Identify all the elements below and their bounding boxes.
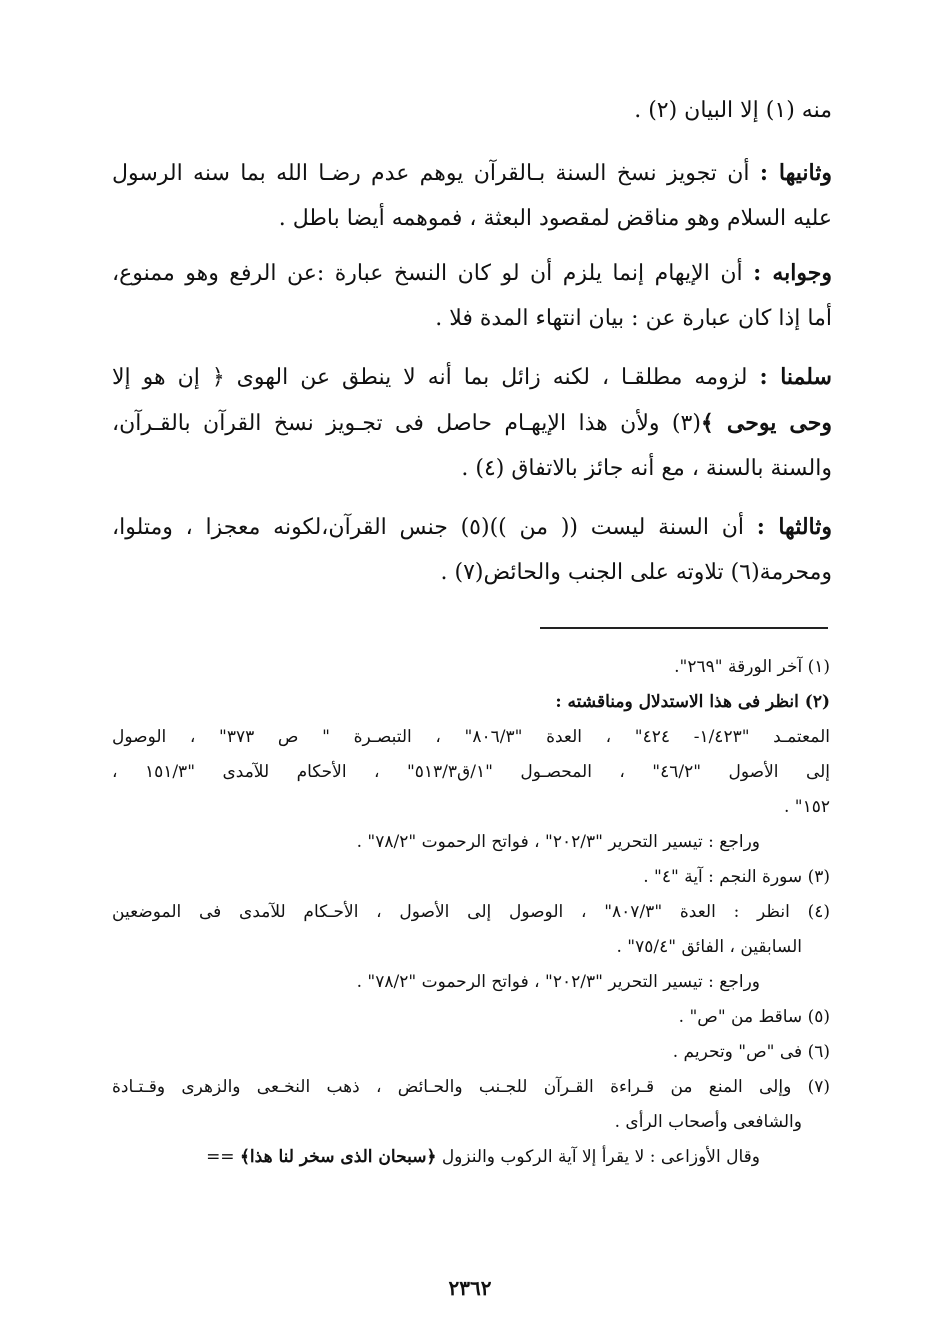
- footnote-1: (١) آخر الورقة "٢٦٩".: [674, 657, 830, 677]
- footnote-separator: [540, 627, 828, 629]
- page-number: ٢٣٦٢: [448, 1276, 492, 1300]
- paragraph-continuation: منه (١) إلا البيان (٢) .: [634, 98, 832, 123]
- main-text: [112, 88, 832, 134]
- footnote-7-line: والشافعى وأصحاب الرأى .: [614, 1112, 802, 1132]
- footnote-7: (٧) وإلى المنع من قـراءة القـرآن للجـنب والحـائض ، ذهب النخـعى والزهرى وقـتـادة: [112, 1077, 830, 1097]
- footnote-4-line: السابقين ، الفائق "٧٥/٤" .: [616, 937, 802, 957]
- paragraph-concession: سلمنا : لزومه مطلقـا ، لكنه زائل بما أنه لا ينطق عن الهوى ﴿ إن هو إلا وحى يوحى ﴾(٣) ولأن هذا الإيهـام حاصل فى تجـويز نسخ القرآن بالقـرآن، والسنة بالسنة ، مع أنه جائز بالاتفاق (٤) .: [112, 364, 832, 481]
- paragraph-third-argument: وثالثها : أن السنة ليست (( من ))(٥) جنس القرآن،لكونه معجزا ، ومتلوا، ومحرمة(٦) تلاوته على الجنب والحائض(٧) .: [112, 514, 832, 585]
- paragraph-second-argument: وثانيها : أن تجويز نسخ السنة بـالقرآن يوهم عدم رضـا الله بما سنه الرسول عليه السلام وهو مناقض لمقصود البعثة ، فموهمه أيضا باطل .: [112, 160, 832, 231]
- footnote-5: (٥) ساقط من "ص" .: [678, 1007, 830, 1027]
- paragraph-lead: وثالثها :: [756, 514, 832, 540]
- paragraph-lead: وثانيها :: [759, 160, 832, 186]
- footnote-2-line: إلى الأصول "٤٦/٢" ، المحصـول "١/ق٥١٣/٣" ، الأحكام للآمدى "١٥١/٣ ،: [112, 762, 830, 782]
- footnote-2-line: ١٥٢" .: [783, 797, 830, 817]
- footnote-2-line: المعتمـد "١/٤٢٣- ٤٢٤" ، العدة "٨٠٦/٣" ، التبصـرة " ص ٣٧٣" ، الوصول: [112, 727, 830, 747]
- footnote-6: (٦) فى "ص" وتحريم .: [672, 1042, 830, 1062]
- quran-quote: ﴿سبحان الذى سخر لنا هذا﴾: [239, 1147, 437, 1167]
- footnote-2: (٢) انظر فى هذا الاستدلال ومناقشته :: [555, 692, 830, 712]
- footnotes: [112, 650, 830, 1175]
- quran-quote: وحى يوحى ﴾: [700, 410, 832, 436]
- footnote-7-line: وقال الأوزاعى : لا يقرأ إلا آية الركوب والنزول ﴿سبحان الذى سخر لنا هذا﴾ ==: [206, 1147, 760, 1167]
- paragraph-answer: وجوابه : أن الإيهام إنما يلزم أن لو كان النسخ عبارة :عن الرفع وهو ممنوع، أما إذا كان عبارة عن : بيان انتهاء المدة فلا .: [112, 260, 832, 331]
- paragraph-lead: سلمنا :: [759, 364, 832, 390]
- footnote-2-see-also: وراجع : تيسير التحرير "٢٠٢/٣" ، فواتح الرحموت "٧٨/٢" .: [356, 832, 760, 852]
- footnote-4-see-also: وراجع : تيسير التحرير "٢٠٢/٣" ، فواتح الرحموت "٧٨/٢" .: [356, 972, 760, 992]
- footnote-4: (٤) انظر : العدة "٨٠٧/٣" ، الوصول إلى الأصول ، الأحـكام للآمدى فى الموضعين: [112, 902, 830, 922]
- paragraph-lead: وجوابه :: [753, 260, 832, 286]
- footnote-3: (٣) سورة النجم : آية "٤" .: [643, 867, 830, 887]
